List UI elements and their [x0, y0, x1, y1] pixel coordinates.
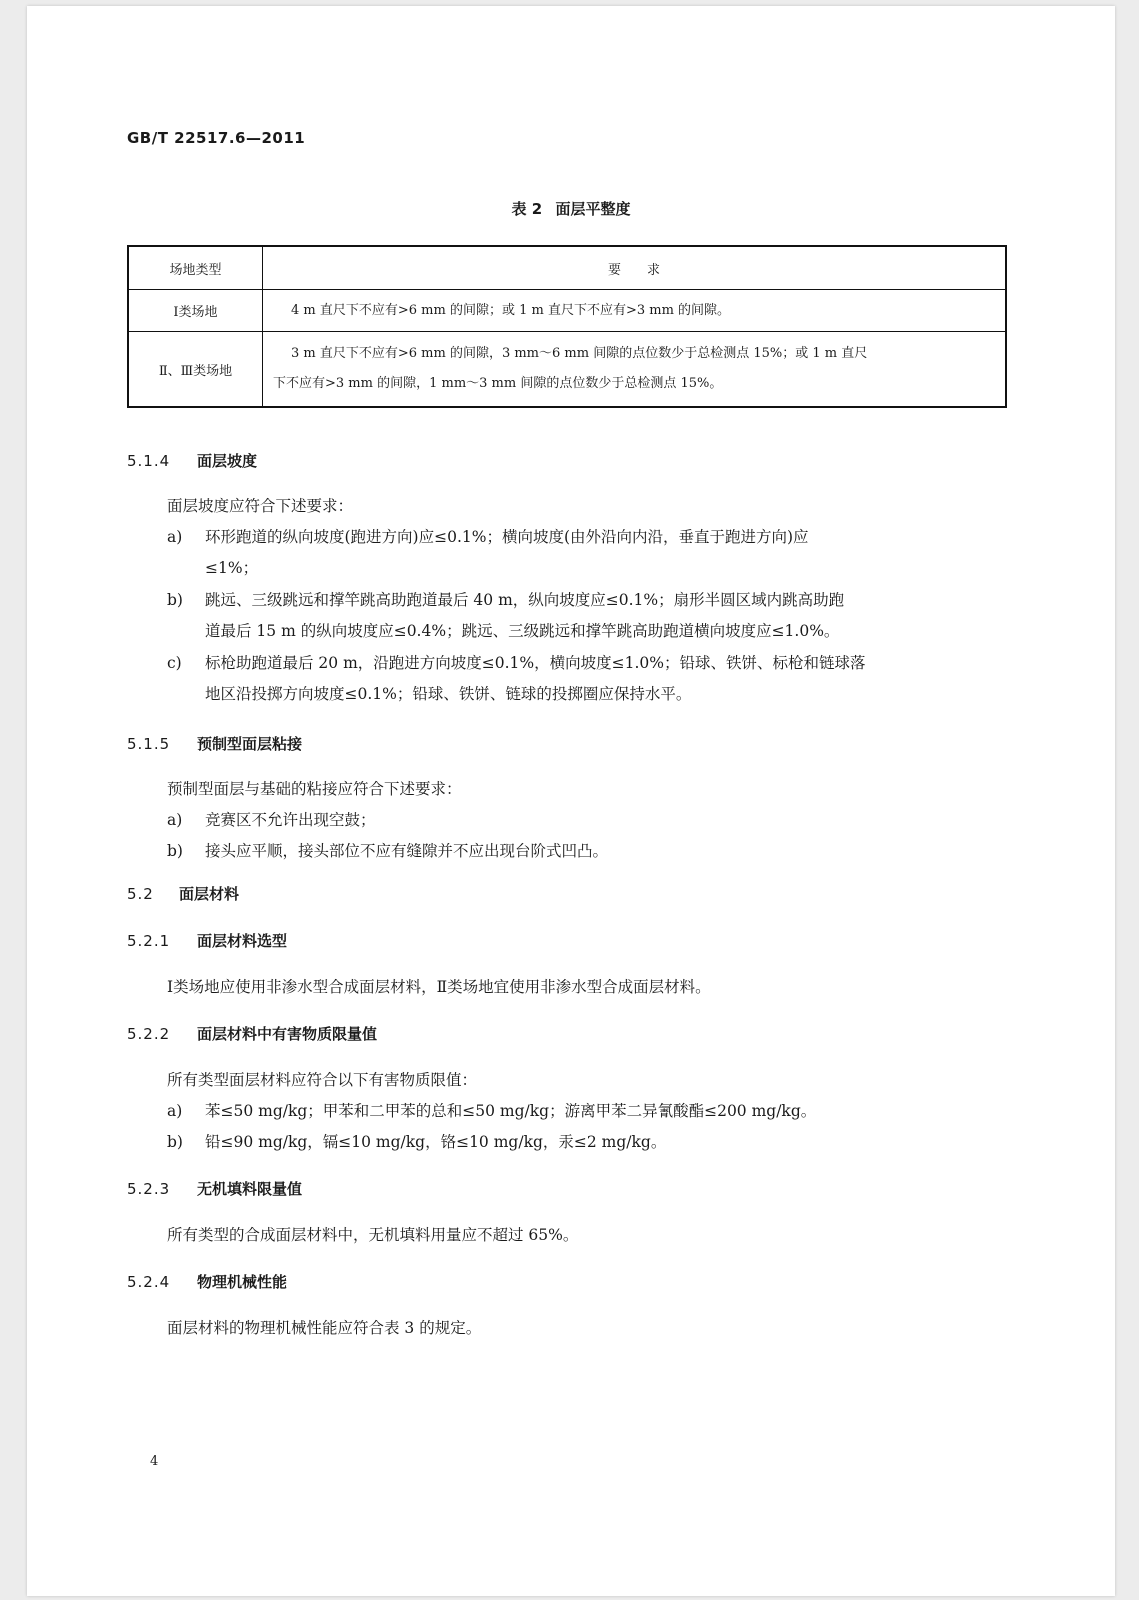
section-title: 面层材料中有害物质限量值 — [197, 1025, 378, 1043]
flatness-table — [127, 245, 1007, 408]
cell-requirement: 4 m 直尺下不应有>6 mm 的间隙；或 1 m 直尺下不应有>3 mm 的间隙。 — [263, 290, 1007, 332]
section-title: 无机填料限量值 — [197, 1180, 303, 1198]
list-text-line: 地区沿投掷方向坡度≤0.1%；铅球、铁饼、链球的投掷圈应保持水平。 — [205, 685, 692, 703]
list-label: a) — [167, 528, 183, 546]
cell-site-type: Ⅱ、Ⅲ类场地 — [128, 332, 263, 408]
section-heading — [127, 450, 257, 471]
list-text-line: 跳远、三级跳远和撑竿跳高助跑道最后 40 m，纵向坡度应≤0.1%；扇形半圆区域内跳高助跑 — [205, 591, 845, 609]
section-number: 5.2.3 — [127, 1180, 171, 1198]
paragraph: 面层材料的物理机械性能应符合表 3 的规定。 — [167, 1319, 482, 1337]
section-number: 5.2 — [127, 885, 154, 903]
section-title: 物理机械性能 — [197, 1273, 288, 1291]
section-heading — [127, 1023, 377, 1044]
col-header-requirement: 要 求 — [263, 246, 1007, 290]
section-number: 5.1.5 — [127, 735, 171, 753]
section-title: 面层坡度 — [197, 452, 258, 470]
list-text-line: 道最后 15 m 的纵向坡度应≤0.4%；跳远、三级跳远和撑竿跳高助跑道横向坡度应≤1.0%。 — [205, 622, 840, 640]
section-heading — [127, 930, 287, 951]
cell-site-type: Ⅰ类场地 — [128, 290, 263, 332]
list-text: 苯≤50 mg/kg；甲苯和二甲苯的总和≤50 mg/kg；游离甲苯二异氰酸酯≤200 mg/kg。 — [205, 1102, 817, 1120]
table-header-row — [128, 246, 1006, 290]
list-label: a) — [167, 1102, 183, 1120]
list-text-line: ≤1%； — [205, 559, 259, 577]
paragraph: Ⅰ类场地应使用非渗水型合成面层材料，Ⅱ类场地宜使用非渗水型合成面层材料。 — [167, 978, 711, 996]
table-caption-number: 表 2 — [511, 200, 543, 218]
paragraph: 面层坡度应符合下述要求： — [167, 497, 354, 515]
list-text: 竞赛区不允许出现空鼓； — [205, 811, 376, 829]
section-heading — [127, 733, 302, 754]
list-label: a) — [167, 811, 183, 829]
section-title: 预制型面层粘接 — [197, 735, 303, 753]
list-text: 铅≤90 mg/kg，镉≤10 mg/kg，铬≤10 mg/kg，汞≤2 mg/kg。 — [205, 1133, 667, 1151]
list-text: 接头应平顺，接头部位不应有缝隙并不应出现台阶式凹凸。 — [205, 842, 609, 860]
section-title: 面层材料选型 — [197, 932, 288, 950]
list-label: b) — [167, 591, 183, 609]
table-caption-title: 面层平整度 — [555, 200, 631, 218]
table-caption — [27, 198, 1115, 219]
list-label: b) — [167, 842, 183, 860]
section-number: 5.2.1 — [127, 932, 171, 950]
requirement-line: 下不应有>3 mm 的间隙，1 mm～3 mm 间隙的点位数少于总检测点 15%。 — [273, 376, 723, 391]
section-number: 5.2.2 — [127, 1025, 171, 1043]
page-number: 4 — [150, 1454, 159, 1469]
section-heading — [127, 1271, 287, 1292]
section-heading — [127, 883, 239, 904]
section-title: 面层材料 — [179, 885, 240, 903]
section-number: 5.1.4 — [127, 452, 171, 470]
paragraph: 所有类型的合成面层材料中，无机填料用量应不超过 65%。 — [167, 1226, 579, 1244]
list-label: c) — [167, 654, 182, 672]
col-header-site-type: 场地类型 — [128, 246, 263, 290]
list-text-line: 标枪助跑道最后 20 m，沿跑进方向坡度≤0.1%，横向坡度≤1.0%；铅球、铁饼、标枪和链球落 — [205, 654, 866, 672]
section-number: 5.2.4 — [127, 1273, 171, 1291]
paragraph: 预制型面层与基础的粘接应符合下述要求： — [167, 780, 462, 798]
list-label: b) — [167, 1133, 183, 1151]
section-heading — [127, 1178, 302, 1199]
table-row — [128, 332, 1006, 408]
table-row — [128, 290, 1006, 332]
cell-requirement — [263, 332, 1007, 408]
requirement-line: 3 m 直尺下不应有>6 mm 的间隙，3 mm～6 mm 间隙的点位数少于总检测点 15%；或 1 m 直尺 — [291, 346, 868, 361]
paragraph: 所有类型面层材料应符合以下有害物质限值： — [167, 1071, 478, 1089]
standard-code: GB/T 22517.6—2011 — [127, 129, 306, 147]
document-page — [27, 6, 1115, 1596]
list-text-line: 环形跑道的纵向坡度(跑进方向)应≤0.1%；横向坡度(由外沿向内沿，垂直于跑进方向)应 — [205, 528, 809, 546]
